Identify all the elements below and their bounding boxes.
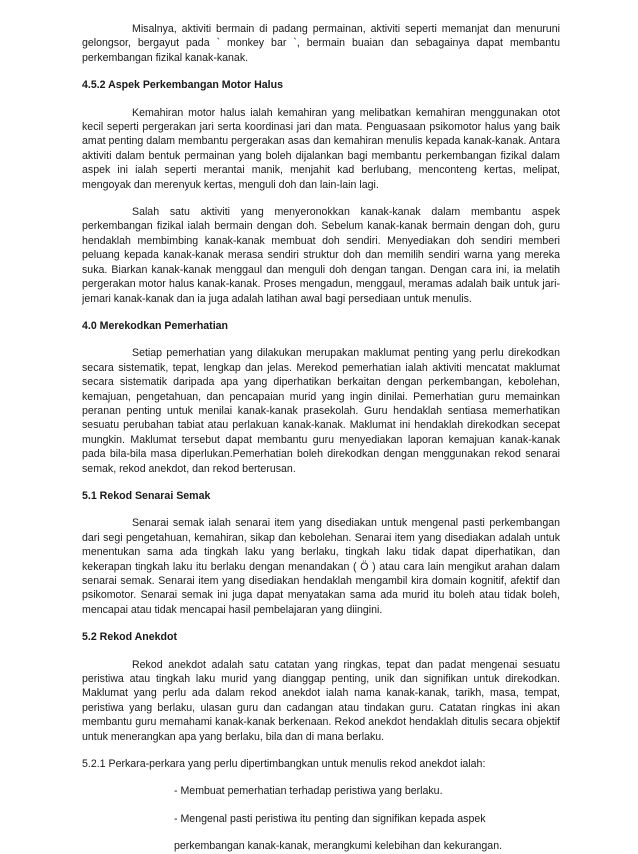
section-heading: 4.5.2 Aspek Perkembangan Motor Halus bbox=[82, 79, 283, 92]
section-heading: 4.0 Merekodkan Pemerhatian bbox=[82, 319, 229, 332]
document-page bbox=[82, 22, 560, 854]
section-heading: 5.1 Rekod Senarai Semak bbox=[82, 489, 211, 502]
list-item: - Membuat pemerhatian terhadap peristiwa yang berlaku. bbox=[174, 785, 443, 798]
paragraph: Salah satu aktiviti yang menyeronokkan kanak-kanak dalam membantu aspek perkembangan fizikal ialah bermain dengan doh. Sebelum kanak-kanak bermain dengan doh, guru hendaklah membimbing kanak-kanak membuat doh sendiri. Menyediakan doh sendiri memberi peluang kepada kanak-kanak merasa sendiri struktur doh dan memilih sendiri warna yang mereka suka. Biarkan kanak-kanak menggaul dan menguli doh dengan tangan. Dengan cara ini, ia melatih pergerakan motor halus kanak-kanak. Proses mengadun, menggaul, meramas adalah baik untuk jari-jemari kanak-kanak dan ia juga adalah latihan awal bagi persediaan untuk menulis. bbox=[82, 206, 560, 305]
section-heading: 5.2 Rekod Anekdot bbox=[82, 631, 177, 644]
paragraph: Rekod anekdot adalah satu catatan yang ringkas, tepat dan padat mengenai sesuatu peristiwa atau tingkah laku murid yang dianggap penting, unik dan signifikan untuk direkodkan. Maklumat yang perlu ada dalam rekod anekdot ialah nama kanak-kanak, tarikh, masa, tempat, peristiwa yang berlaku, ulasan guru dan cadangan atau tindakan guru. Catatan ringkas ini akan membantu guru memahami kanak-kanak berkenaan. Rekod anekdot hendaklah ditulis secara objektif untuk menerangkan apa yang berlaku, bila dan di mana berlaku. bbox=[82, 658, 560, 743]
subsection-intro: 5.2.1 Perkara-perkara yang perlu dipertimbangkan untuk menulis rekod anekdot ialah: bbox=[82, 758, 486, 771]
list-item-continuation: perkembangan kanak-kanak, merangkumi kelebihan dan kekurangan. bbox=[174, 840, 503, 853]
paragraph: Setiap pemerhatian yang dilakukan merupakan maklumat penting yang perlu direkodkan secara sistematik, tepat, lengkap dan jelas. Merekod pemerhatian ialah aktiviti mencatat maklumat secara sistematik daripada apa yang diperhatikan berkaitan dengan perkembangan, kebolehan, kemajuan, pengetahuan, dan pencapaian murid yang ingin dinilai. Pemerhatian guru memainkan peranan penting untuk menilai kanak-kanak prasekolah. Guru hendaklah sentiasa memerhatikan sesuatu perubahan tabiat atau perlakuan kanak-kanak. Maklumat ini hendaklah direkodkan secepat mungkin. Maklumat tersebut dapat membantu guru menyediakan laporan kemajuan kanak-kanak pada bila-bila masa diperlukan.Pemerhatian boleh direkodkan dengan menggunakan rekod senarai semak, rekod anekdot, dan rekod berterusan. bbox=[82, 347, 560, 475]
paragraph: Misalnya, aktiviti bermain di padang permainan, aktiviti seperti memanjat dan menuruni gelongsor, bergayut pada ` monkey bar `, bermain buaian dan sebagainya dapat membantu perkembangan fizikal kanak-kanak. bbox=[82, 23, 560, 64]
paragraph: Senarai semak ialah senarai item yang disediakan untuk mengenal pasti perkembangan dari segi pengetahuan, kemahiran, sikap dan kebolehan. Senarai item yang disediakan adalah untuk menentukan sama ada tingkah laku yang berlaku, tingkah laku tidak dapat diperhatikan, dan kekerapan tingkah laku itu berlaku dengan menandakan ( Ö ) atau cara lain mengikut arahan dalam senarai semak. Senarai item yang disediakan hendaklah mengambil kira domain kognitif, afektif dan psikomotor. Senarai semak ini juga dapat menyatakan sama ada murid itu boleh atau tidak boleh, mencapai atau tidak mencapai hasil pembelajaran yang diingini. bbox=[82, 517, 560, 616]
paragraph: Kemahiran motor halus ialah kemahiran yang melibatkan kemahiran menggunakan otot kecil seperti pergerakan jari serta koordinasi jari dan mata. Penguasaan psikomotor halus yang baik amat penting dalam membantu pergerakan asas dan kemahiran menulis kepada kanak-kanak. Antara aktiviti dalam bentuk permainan yang boleh dijalankan bagi membantu perkembangan fizikal dalam aspek ini ialah seperti merantai manik, menjahit kad berlubang, menconteng kertas, melipat, mengoyak dan merenyuk kertas, menguli doh dan lain-lain lagi. bbox=[82, 106, 560, 191]
list-item: - Mengenal pasti peristiwa itu penting dan signifikan kepada aspek bbox=[174, 812, 486, 825]
